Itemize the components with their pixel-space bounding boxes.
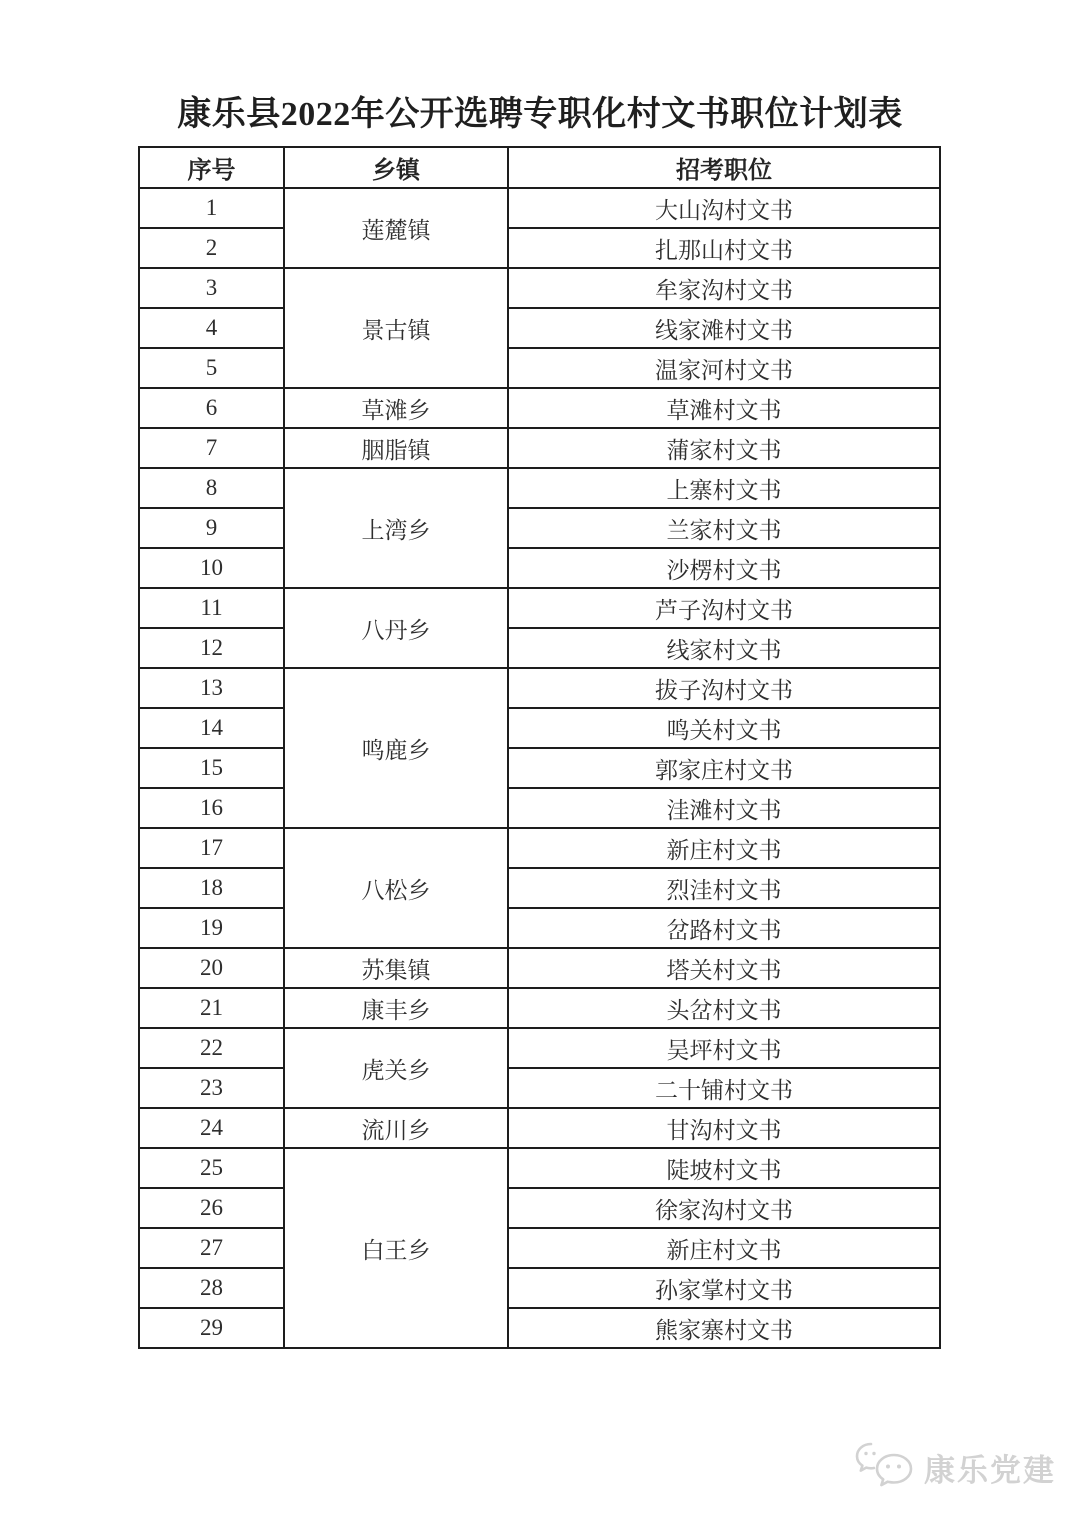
- page-title: 康乐县2022年公开选聘专职化村文书职位计划表: [177, 96, 903, 133]
- township-cell: 鸣鹿乡: [284, 668, 508, 828]
- position-cell: 孙家掌村文书: [508, 1268, 940, 1308]
- serial-number-cell: 7: [139, 428, 284, 468]
- township-cell: 八松乡: [284, 828, 508, 948]
- serial-number-cell: 8: [139, 468, 284, 508]
- serial-number-cell: 29: [139, 1308, 284, 1348]
- position-cell: 徐家沟村文书: [508, 1188, 940, 1228]
- position-cell: 洼滩村文书: [508, 788, 940, 828]
- table-row: [139, 948, 940, 988]
- header-position: 招考职位: [508, 147, 940, 188]
- table-row: [139, 1068, 940, 1108]
- position-cell: 草滩村文书: [508, 388, 940, 428]
- table-row: [139, 468, 940, 508]
- table-row: [139, 788, 940, 828]
- position-cell: 大山沟村文书: [508, 188, 940, 228]
- township-cell: 虎关乡: [284, 1028, 508, 1108]
- serial-number-cell: 25: [139, 1148, 284, 1188]
- table-row: [139, 348, 940, 388]
- table-row: [139, 908, 940, 948]
- serial-number-cell: 2: [139, 228, 284, 268]
- position-cell: 新庄村文书: [508, 828, 940, 868]
- position-cell: 温家河村文书: [508, 348, 940, 388]
- header-township: 乡镇: [284, 147, 508, 188]
- position-cell: 线家滩村文书: [508, 308, 940, 348]
- position-cell: 蒲家村文书: [508, 428, 940, 468]
- plan-table-body: [139, 188, 940, 1348]
- township-cell: 上湾乡: [284, 468, 508, 588]
- township-cell: 白王乡: [284, 1148, 508, 1348]
- serial-number-cell: 24: [139, 1108, 284, 1148]
- serial-number-cell: 19: [139, 908, 284, 948]
- position-cell: 上寨村文书: [508, 468, 940, 508]
- position-cell: 拔子沟村文书: [508, 668, 940, 708]
- position-cell: 二十铺村文书: [508, 1068, 940, 1108]
- table-row: [139, 428, 940, 468]
- serial-number-cell: 9: [139, 508, 284, 548]
- position-cell: 扎那山村文书: [508, 228, 940, 268]
- table-row: [139, 1228, 940, 1268]
- serial-number-cell: 3: [139, 268, 284, 308]
- township-cell: 景古镇: [284, 268, 508, 388]
- table-row: [139, 1188, 940, 1228]
- position-cell: 头岔村文书: [508, 988, 940, 1028]
- table-row: [139, 588, 940, 628]
- serial-number-cell: 15: [139, 748, 284, 788]
- position-cell: 新庄村文书: [508, 1228, 940, 1268]
- recruitment-plan-table: [138, 146, 941, 1349]
- table-row: [139, 668, 940, 708]
- table-header-row: [139, 147, 940, 188]
- serial-number-cell: 22: [139, 1028, 284, 1068]
- table-row: [139, 228, 940, 268]
- position-cell: 牟家沟村文书: [508, 268, 940, 308]
- position-cell: 烈洼村文书: [508, 868, 940, 908]
- wechat-icon: [854, 1441, 918, 1493]
- table-row: [139, 988, 940, 1028]
- serial-number-cell: 13: [139, 668, 284, 708]
- table-row: [139, 628, 940, 668]
- table-row: [139, 708, 940, 748]
- township-cell: 流川乡: [284, 1108, 508, 1148]
- township-cell: 草滩乡: [284, 388, 508, 428]
- table-row: [139, 1148, 940, 1188]
- table-row: [139, 748, 940, 788]
- serial-number-cell: 27: [139, 1228, 284, 1268]
- table-row: [139, 548, 940, 588]
- township-cell: 莲麓镇: [284, 188, 508, 268]
- serial-number-cell: 10: [139, 548, 284, 588]
- serial-number-cell: 4: [139, 308, 284, 348]
- watermark-label: 康乐党建: [924, 1452, 1056, 1488]
- position-cell: 郭家庄村文书: [508, 748, 940, 788]
- position-cell: 岔路村文书: [508, 908, 940, 948]
- township-cell: 胭脂镇: [284, 428, 508, 468]
- position-cell: 沙楞村文书: [508, 548, 940, 588]
- position-cell: 陡坡村文书: [508, 1148, 940, 1188]
- township-cell: 苏集镇: [284, 948, 508, 988]
- position-cell: 鸣关村文书: [508, 708, 940, 748]
- table-row: [139, 1108, 940, 1148]
- watermark: [854, 1441, 1056, 1493]
- table-row: [139, 1308, 940, 1348]
- position-cell: 线家村文书: [508, 628, 940, 668]
- serial-number-cell: 28: [139, 1268, 284, 1308]
- position-cell: 熊家寨村文书: [508, 1308, 940, 1348]
- table-row: [139, 188, 940, 228]
- serial-number-cell: 14: [139, 708, 284, 748]
- position-cell: 芦子沟村文书: [508, 588, 940, 628]
- serial-number-cell: 26: [139, 1188, 284, 1228]
- table-row: [139, 868, 940, 908]
- table-row: [139, 1268, 940, 1308]
- serial-number-cell: 20: [139, 948, 284, 988]
- serial-number-cell: 5: [139, 348, 284, 388]
- serial-number-cell: 11: [139, 588, 284, 628]
- position-cell: 吴坪村文书: [508, 1028, 940, 1068]
- township-cell: 康丰乡: [284, 988, 508, 1028]
- township-cell: 八丹乡: [284, 588, 508, 668]
- table-row: [139, 308, 940, 348]
- table-row: [139, 268, 940, 308]
- table-row: [139, 828, 940, 868]
- serial-number-cell: 1: [139, 188, 284, 228]
- serial-number-cell: 23: [139, 1068, 284, 1108]
- table-row: [139, 388, 940, 428]
- position-cell: 甘沟村文书: [508, 1108, 940, 1148]
- serial-number-cell: 21: [139, 988, 284, 1028]
- serial-number-cell: 17: [139, 828, 284, 868]
- serial-number-cell: 12: [139, 628, 284, 668]
- serial-number-cell: 6: [139, 388, 284, 428]
- table-row: [139, 508, 940, 548]
- table-row: [139, 1028, 940, 1068]
- serial-number-cell: 16: [139, 788, 284, 828]
- header-serial-number: 序号: [139, 147, 284, 188]
- serial-number-cell: 18: [139, 868, 284, 908]
- position-cell: 塔关村文书: [508, 948, 940, 988]
- position-cell: 兰家村文书: [508, 508, 940, 548]
